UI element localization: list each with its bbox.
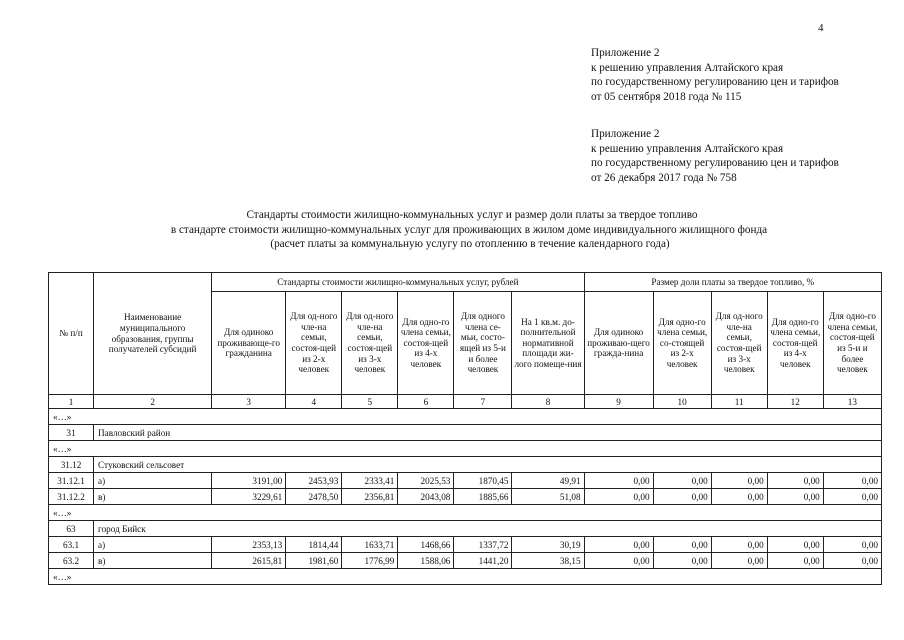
appendix-line: Приложение 2 <box>591 47 660 59</box>
section-num: 31.12 <box>49 457 94 473</box>
cell-value: 0,00 <box>584 489 653 505</box>
ellipsis: «…» <box>49 409 882 425</box>
header-standard-sqm: На 1 кв.м. до-полнительной нормативной площади жи-лого помеще-ния <box>512 292 584 395</box>
header-num: № п/п <box>49 273 94 395</box>
cell-value: 0,00 <box>823 537 881 553</box>
column-number-row <box>49 395 882 409</box>
column-number: 6 <box>398 395 454 409</box>
cell-value: 1468,66 <box>398 537 454 553</box>
header-fuel-5: Для одно-го члена семьи, состоя-щей из 5-и и более человек <box>823 292 881 395</box>
appendix-line: от 26 декабря 2017 года № 758 <box>591 171 737 184</box>
column-number: 1 <box>49 395 94 409</box>
cell-value: 49,91 <box>512 473 584 489</box>
row-num: 31.12.1 <box>49 473 94 489</box>
header-fuel-3: Для од-ного чле-на семьи, состоя-щей из 3-х человек <box>711 292 767 395</box>
row-label: а) <box>94 537 212 553</box>
header-fuel-2: Для одно-го члена семьи, со-стоящей из 2-х человек <box>653 292 711 395</box>
cell-value: 2043,08 <box>398 489 454 505</box>
column-number: 3 <box>212 395 286 409</box>
cell-value: 0,00 <box>767 489 823 505</box>
cell-value: 1337,72 <box>454 537 512 553</box>
cell-value: 0,00 <box>823 553 881 569</box>
header-standard-2: Для од-ного чле-на семьи, состоя-щей из 2-х человек <box>286 292 342 395</box>
row-label: в) <box>94 489 212 505</box>
cell-value: 1814,44 <box>286 537 342 553</box>
cell-value: 1588,06 <box>398 553 454 569</box>
page-number: 4 <box>818 22 824 34</box>
section-name: город Бийск <box>94 521 882 537</box>
cell-value: 0,00 <box>584 537 653 553</box>
appendix-line: по государственному регулированию цен и тарифов <box>591 157 839 169</box>
cell-value: 1870,45 <box>454 473 512 489</box>
column-number: 13 <box>823 395 881 409</box>
appendix-line: по государственному регулированию цен и тарифов <box>591 76 839 88</box>
cell-value: 2478,50 <box>286 489 342 505</box>
cell-value: 0,00 <box>653 473 711 489</box>
group-header-fuel-share: Размер доли платы за твердое топливо, % <box>584 273 881 292</box>
section-row <box>49 457 882 473</box>
appendix-note-current <box>591 46 839 104</box>
cell-value: 0,00 <box>584 473 653 489</box>
ellipsis: «…» <box>49 569 882 585</box>
row-label: а) <box>94 473 212 489</box>
column-number: 2 <box>94 395 212 409</box>
ellipsis: «…» <box>49 505 882 521</box>
header-fuel-single: Для одиноко проживаю-щего гражда-нина <box>584 292 653 395</box>
cell-value: 1981,60 <box>286 553 342 569</box>
title-line: Стандарты стоимости жилищно-коммунальных услуг и размер доли платы за твердое топливо <box>246 209 698 221</box>
header-standard-3: Для од-ного чле-на семьи, состоя-щей из 3-х человек <box>342 292 398 395</box>
group-header-standards: Стандарты стоимости жилищно-коммунальных услуг, рублей <box>212 273 584 292</box>
column-number: 11 <box>711 395 767 409</box>
row-label: в) <box>94 553 212 569</box>
cell-value: 2333,41 <box>342 473 398 489</box>
cell-value: 1633,71 <box>342 537 398 553</box>
cell-value: 0,00 <box>767 553 823 569</box>
appendix-line: к решению управления Алтайского края <box>591 142 784 155</box>
cell-value: 0,00 <box>711 537 767 553</box>
cell-value: 0,00 <box>711 489 767 505</box>
header-fuel-4: Для одно-го члена семьи, состоя-щей из 4-х человек <box>767 292 823 395</box>
cell-value: 2353,13 <box>212 537 286 553</box>
cell-value: 0,00 <box>653 537 711 553</box>
cell-value: 2025,53 <box>398 473 454 489</box>
header-standard-single: Для одиноко проживающе-го гражданина <box>212 292 286 395</box>
cell-value: 0,00 <box>653 553 711 569</box>
cell-value: 1441,20 <box>454 553 512 569</box>
column-number: 4 <box>286 395 342 409</box>
ellipsis-row <box>49 505 882 521</box>
ellipsis-row <box>49 441 882 457</box>
ellipsis-row <box>49 409 882 425</box>
ellipsis: «…» <box>49 441 882 457</box>
cell-value: 2615,81 <box>212 553 286 569</box>
appendix-note-original <box>591 127 839 185</box>
cell-value: 0,00 <box>711 473 767 489</box>
cell-value: 30,19 <box>512 537 584 553</box>
section-row <box>49 425 882 441</box>
column-number: 7 <box>454 395 512 409</box>
document-title <box>0 208 904 252</box>
section-row <box>49 521 882 537</box>
cell-value: 0,00 <box>823 489 881 505</box>
cell-value: 38,15 <box>512 553 584 569</box>
cell-value: 0,00 <box>653 489 711 505</box>
appendix-line: Приложение 2 <box>591 128 660 140</box>
row-num: 31.12.2 <box>49 489 94 505</box>
cell-value: 3191,00 <box>212 473 286 489</box>
header-standard-4: Для одно-го члена семьи, состоя-щей из 4-х человек <box>398 292 454 395</box>
appendix-line: от 05 сентября 2018 года № 115 <box>591 90 742 103</box>
cell-value: 0,00 <box>767 473 823 489</box>
cell-value: 0,00 <box>767 537 823 553</box>
column-number: 5 <box>342 395 398 409</box>
column-number: 10 <box>653 395 711 409</box>
header-standard-5: Для одного члена се-мьи, состо-ящей из 5-и и более человек <box>454 292 512 395</box>
title-line: (расчет платы за коммунальную услугу по отоплению в течение календарного года) <box>270 238 670 251</box>
header-name: Наименование муниципального образования, группы получателей субсидий <box>94 273 212 395</box>
row-num: 63.2 <box>49 553 94 569</box>
table-row <box>49 537 882 553</box>
column-number: 12 <box>767 395 823 409</box>
column-number: 8 <box>512 395 584 409</box>
table-row <box>49 489 882 505</box>
cell-value: 0,00 <box>823 473 881 489</box>
cell-value: 3229,61 <box>212 489 286 505</box>
cell-value: 1776,99 <box>342 553 398 569</box>
cell-value: 1885,66 <box>454 489 512 505</box>
section-name: Стуковский сельсовет <box>94 457 882 473</box>
standards-table <box>48 272 882 585</box>
row-num: 63.1 <box>49 537 94 553</box>
appendix-line: к решению управления Алтайского края <box>591 61 784 74</box>
ellipsis-row <box>49 569 882 585</box>
column-number: 9 <box>584 395 653 409</box>
section-num: 31 <box>49 425 94 441</box>
table-row <box>49 553 882 569</box>
cell-value: 0,00 <box>711 553 767 569</box>
section-name: Павловский район <box>94 425 882 441</box>
table-row <box>49 473 882 489</box>
cell-value: 51,08 <box>512 489 584 505</box>
cell-value: 2356,81 <box>342 489 398 505</box>
title-line: в стандарте стоимости жилищно-коммунальных услуг для проживающих в жилом доме индивидуального жилищного фонда <box>170 223 768 236</box>
cell-value: 2453,93 <box>286 473 342 489</box>
section-num: 63 <box>49 521 94 537</box>
cell-value: 0,00 <box>584 553 653 569</box>
